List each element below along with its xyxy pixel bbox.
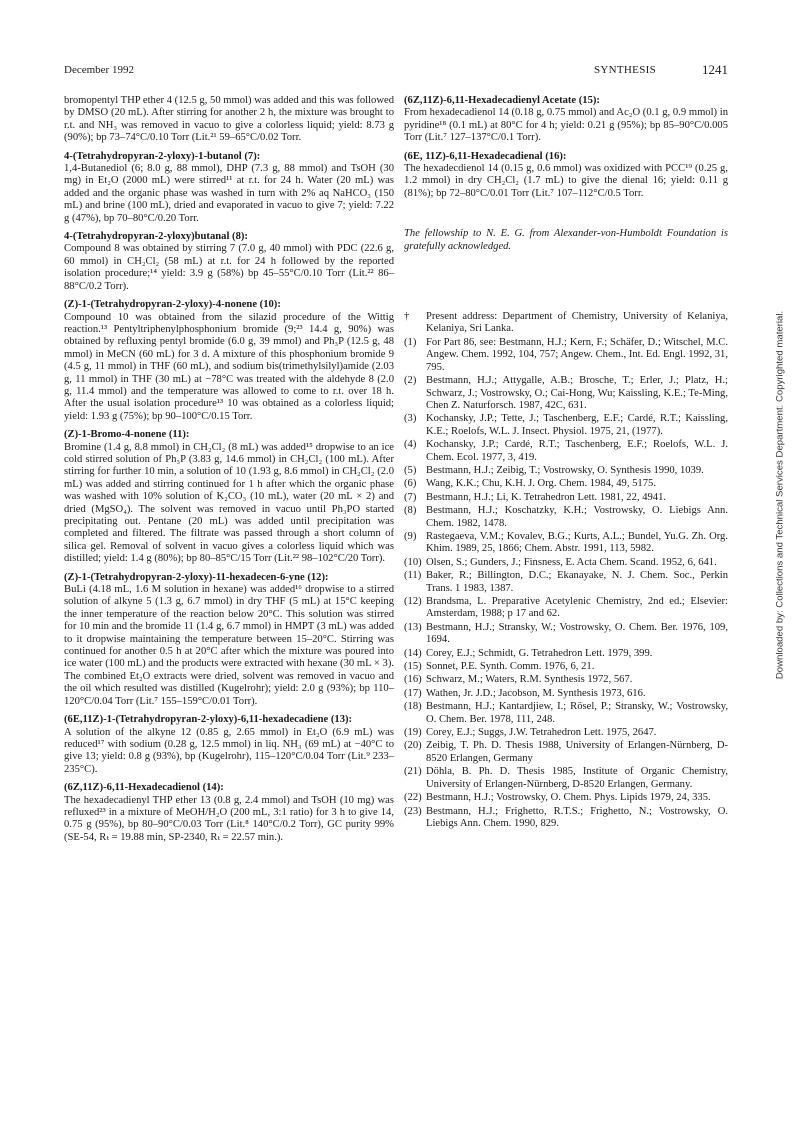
download-notice: Downloaded by: Collections and Technical Services Department. Copyrighted material. — [774, 310, 786, 680]
reference-text: Olsen, S.; Gunders, J.; Finsness, E. Acta Chem. Scand. 1952, 6, 641. — [426, 556, 717, 568]
procedure-section — [64, 782, 394, 844]
acknowledgement: The fellowship to N. E. G. from Alexander-von-Humboldt Foundation is gratefully acknowledged. — [404, 228, 728, 252]
reference-text: Bestmann, H.J.; Zeibig, T.; Vostrowsky, O. Synthesis 1990, 1039. — [426, 464, 704, 476]
procedure-title: (6Z,11Z)-6,11-Hexadecadienyl Acetate (15): — [404, 95, 600, 106]
reference-text: For Part 86, see: Bestmann, H.J.; Kern, F.; Schäfer, D.; Witschel, M.C. Angew. Chem. 1992, 104, 757; Angew. Chem., Int. Ed. Engl. 1992, 31, 795. — [426, 336, 728, 373]
reference-number: (16) — [404, 674, 422, 686]
procedure-title: (Z)-1-Bromo-4-nonene (11): — [64, 429, 190, 441]
reference-text: Brandsma, L. Preparative Acetylenic Chemistry, 2nd ed.; Elsevier: Amsterdam, 1988; p 17 and 62. — [426, 596, 728, 620]
procedure-body: The hexadecdienol 14 (0.15 g, 0.6 mmol) was oxidized with PCC¹⁹ (0.25 g, 1.2 mmol) in dry CH₂Cl₂ (1.7 mL) to give the dienal 16; yield: 0.11 g (81%); bp 72–80°C/0.01 Torr (Lit.⁷ 107–112°C/0.5 Torr. — [404, 163, 728, 199]
reference-item — [404, 337, 728, 374]
reference-number: (12) — [404, 596, 422, 607]
reference-number: (23) — [404, 805, 422, 817]
procedure-title: (6E, 11Z)-6,11-Hexadecadienal (16): — [404, 150, 567, 162]
right-column — [404, 95, 728, 832]
reference-text: Bestmann, H.J.; Vostrowsky, O. Chem. Phys. Lipids 1979, 24, 335. — [426, 792, 711, 804]
reference-item — [404, 740, 728, 765]
procedure-section — [64, 151, 394, 225]
reference-number: (4) — [404, 439, 417, 451]
procedure-section — [64, 95, 394, 145]
reference-text: Schwarz, M.; Waters, R.M. Synthesis 1972, 567. — [426, 674, 633, 686]
reference-item — [404, 688, 728, 700]
procedure-body: The hexadecadienyl THP ether 13 (0.8 g, 2.4 mmol) and TsOH (10 mg) was refluxed²³ in a mixture of MeOH/H₂O (200 mL, 3:1 ratio) for 3 h to give 14, 0.75 g (95%), bp 80–90°C/0.03 Torr (Lit.⁸ 140°C/0.2 Torr), GC purity 99% (SE-54, Rₜ = 19.88 min, SP-2340, Rₜ = 22.57 min.). — [64, 794, 394, 843]
procedure-body: 1,4-Butanediol (6; 8.0 g, 88 mmol), DHP (7.3 g, 88 mmol) and TsOH (30 mg) in Et₂O (2000 mL) were stirred¹¹ at r.t. for 24 h. Water (20 mL) was added and the organic phase was washed in turn with 2% aq NaHCO₃ (150 mL) and brine (100 mL), dried and evaporated in vacuo to give 7; yield: 7.22 g (47%), bp 70–80°C/0.20 Torr. — [64, 163, 394, 224]
reference-text: Kochansky, J.P.; Cardé, R.T.; Taschenberg, E.F.; Roelofs, W.L. J. Chem. Ecol. 1977, 3, 419. — [426, 439, 728, 463]
reference-item — [404, 531, 728, 556]
reference-item — [404, 701, 728, 726]
reference-item — [404, 505, 728, 530]
reference-number: (20) — [404, 740, 422, 752]
procedure-body: bromopentyl THP ether 4 (12.5 g, 50 mmol) was added and this was followed by DMSO (20 mL). After stirring for another 2 h, the mixture was brought to r.t. and NH₃ was removed in vacuo to give a colorless liquid; yield: 8.73 g (90%); bp 73–74°C/0.10 Torr (Lit.²¹ 59–65°C/0.02 Torr. — [64, 95, 394, 144]
reference-text: Bestmann, H.J.; Attygalle, A.B.; Brosche, T.; Erler, J.; Platz, H.; Schwarz, J.; Vostrowsky, O.; Cai-Hong, Wu; Kaissling, K.E.; Te-Ming, Chen Z. Naturforsch. 1987, 42C, 631. — [426, 375, 728, 411]
procedure-body: Compound 10 was obtained from the silazid procedure of the Wittig reaction.¹³ Pentyltriphenylphosphonium bromide (9;²³ 14.4 g, 90%) was obtained by refluxing pentyl bromide (6.0 g, 39 mmol) and Ph₃P (12.5 g, 48 mmol) in MeCN (60 mL) for 3 d. A mixture of this phosphonium bromide 9 (4.5 g, 11 mmol) in THF (60 mL), and sodium bis(trimethylsilyl)amide (2.03 g, 11 mmol) in THF (30 mL) at −78°C was treated with the aldehyde 8 (2.0 g, 11.4 mmol) and the temperature was allowed to come to r.t. over 18 h. After the usual isolation procedure¹³ 10 was obtained as a colorless liquid; yield: 1.93 g (75%); bp 90–100°C/0.15 Torr. — [64, 311, 394, 422]
reference-text: Present address: Department of Chemistry, University of Kelaniya, Kelaniya, Sri Lanka. — [426, 311, 728, 335]
procedure-title: 4-(Tetrahydropyran-2-yloxy)-1-butanol (7): — [64, 150, 261, 162]
reference-item — [404, 792, 728, 804]
reference-item — [404, 622, 728, 647]
left-column — [64, 95, 394, 850]
procedure-title: (6E,11Z)-1-(Tetrahydropyran-2-yloxy)-6,11-hexadecadiene (13): — [64, 714, 353, 726]
procedure-section — [404, 151, 728, 201]
reference-text: Wang, K.K.; Chu, K.H. J. Org. Chem. 1984, 49, 5175. — [426, 478, 656, 490]
reference-text: Döhla, B. Ph. D. Thesis 1985, Institute of Organic Chemistry, University of Erlangen-Nürnberg, D-8520 Erlangen, Germany. — [426, 766, 728, 790]
reference-item — [404, 648, 728, 660]
procedure-section — [64, 299, 394, 423]
reference-text: Wathen, Jr. J.D.; Jacobson, M. Synthesis 1973, 616. — [426, 687, 646, 699]
reference-number: † — [404, 311, 410, 323]
procedure-section — [64, 231, 394, 293]
procedure-title: (6Z,11Z)-6,11-Hexadecadienol (14): — [64, 782, 224, 794]
page-header — [64, 62, 728, 80]
reference-item — [404, 766, 728, 791]
procedure-body: Compound 8 was obtained by stirring 7 (7.0 g, 40 mmol) with PDC (22.6 g, 60 mmol) in CH₂Cl₂ (58 mL) at r.t. for 24 h followed by the reported isolation procedure;¹⁴ yield: 3.9 g (58%) bp 45–55°C/0.10 Torr (Lit.²² 86–88°C/0.2 Torr). — [64, 243, 394, 292]
reference-item — [404, 492, 728, 504]
procedure-body: From hexadecadienol 14 (0.18 g, 0.75 mmol) and Ac₂O (0.1 g, 0.9 mmol) in pyridine¹⁸ (0.1 mL) at 80°C for 4 h; yield: 0.21 g (95%); bp 85–90°C/0.005 Torr (Lit.⁷ 127–137°C/0.1 Torr). — [404, 107, 728, 144]
reference-text: Baker, R.; Billington, D.C.; Ekanayake, N. J. Chem. Soc., Perkin Trans. 1 1983, 1387. — [426, 570, 728, 594]
reference-item — [404, 375, 728, 412]
procedure-section — [404, 95, 728, 145]
reference-text: Kochansky, J.P.; Tette, J.; Taschenberg, E.F.; Cardé, R.T.; Kaissling, K.E.; Roelofs, W.L. J. Insect. Physiol. 1975, 21, (1977). — [426, 413, 728, 437]
reference-item — [404, 557, 728, 569]
reference-text: Bestmann, H.J.; Frighetto, R.T.S.; Frighetto, N.; Vostrowsky, O. Liebigs Ann. Chem. 1990, 829. — [426, 805, 728, 829]
reference-item — [404, 570, 728, 595]
procedure-body: Bromine (1.4 g, 8.8 mmol) in CH₂Cl₂ (8 mL) was added¹⁵ dropwise to an ice cold stirred solution of Ph₃P (3.83 g, 14.6 mmol) in CH₂Cl₂ (100 mL). After stirring for further 10 min, a solution of 10 (1.93 g, 8.6 mmol) in CH₂Cl₂ (2.0 mL) was added and stirring continued for 1 h after which the organic phase was washed with 10% solution of K₂CO₃ (10 mL), water (20 mL × 2) and dried (MgSO₄). The solvent was removed in vacuo until Ph₃PO started precipitating out. Pentane (20 mL) was added until precipitation was completed and filtered. The filtrate was passed through a short column of silica gel. Removal of solvent in vacuo gives a colorless liquid which was distilled; yield: 1.4 g (80%); bp 80–85°C/15 Torr (Lit.²² 98–102°C/20 Torr). — [64, 441, 394, 565]
reference-item — [404, 439, 728, 464]
journal-name: SYNTHESIS — [594, 64, 656, 76]
reference-text: Zeibig, T. Ph. D. Thesis 1988, University of Erlangen-Nürnberg, D-8520 Erlangen, Germany — [426, 740, 728, 764]
procedure-section — [64, 572, 394, 708]
reference-text: Sonnet, P.E. Synth. Comm. 1976, 6, 21. — [426, 661, 595, 673]
reference-item — [404, 413, 728, 438]
reference-number: (10) — [404, 556, 422, 568]
reference-number: (2) — [404, 375, 417, 387]
reference-text: Corey, E.J.; Schmidt, G. Tetrahedron Lett. 1979, 399. — [426, 647, 653, 659]
reference-number: (14) — [404, 647, 422, 659]
issue-date: December 1992 — [64, 64, 134, 76]
download-notice-sidebar — [773, 100, 787, 890]
reference-text: Bestmann, H.J.; Stransky, W.; Vostrowsky, O. Chem. Ber. 1976, 109, 1694. — [426, 621, 728, 646]
procedure-title: (Z)-1-(Tetrahydropyran-2-yloxy)-4-nonene (10): — [64, 299, 281, 311]
reference-item — [404, 465, 728, 477]
reference-number: (17) — [404, 687, 422, 699]
reference-item — [404, 674, 728, 686]
reference-number: (15) — [404, 661, 422, 673]
reference-item — [404, 806, 728, 831]
page-number: 1241 — [702, 62, 728, 77]
reference-text: Rastegaeva, V.M.; Kovalev, B.G.; Kurts, A.L.; Bundel, Yu.G. Zh. Org. Khim. 1989, 25, 1866; Chem. Abstr. 1991, 113, 5982. — [426, 530, 728, 555]
procedure-section — [64, 429, 394, 565]
reference-number: (19) — [404, 727, 422, 739]
reference-item — [404, 478, 728, 490]
reference-item — [404, 727, 728, 739]
procedure-title: (Z)-1-(Tetrahydropyran-2-yloxy)-11-hexadecen-6-yne (12): — [64, 571, 329, 583]
reference-number: (13) — [404, 621, 422, 633]
reference-number: (8) — [404, 505, 417, 517]
reference-item — [404, 596, 728, 621]
procedure-body: A solution of the alkyne 12 (0.85 g, 2.65 mmol) in Et₂O (6.9 mL) was reduced¹⁷ with sodium (0.28 g, 12.5 mmol) in liq. NH₃ (69 mL) at −40°C to give 13; yield: 0.8 g (93%), bp (Kugelrohr), 115–120°C/0.04 Torr (Lit.⁹ 233–235°C). — [64, 726, 394, 775]
reference-text: Bestmann, H.J.; Koschatzky, K.H.; Vostrowsky, O. Liebigs Ann. Chem. 1982, 1478. — [426, 505, 728, 529]
procedure-section — [64, 714, 394, 776]
reference-item — [404, 311, 728, 336]
reference-item — [404, 661, 728, 673]
reference-number: (21) — [404, 766, 422, 778]
reference-text: Bestmann, H.J.; Kantardjiew, I.; Rösel, P.; Stransky, W.; Vostrowsky, O. Chem. Ber. 1978, 111, 248. — [426, 701, 728, 725]
procedure-body: BuLi (4.18 mL, 1.6 M solution in hexane) was added¹⁶ dropwise to a stirred solution of alkyne 5 (1.3 g, 6.7 mmol) in dry THF (5 mL) at 15°C keeping the inner temperature of the reaction below 20°C. This solution was stirred for 10 min and the bromide 11 (1.4 g, 6.7 mmol) in HMPT (3 mL) was added to it dropwise maintaining the temperature between 15–20°C. Stirring was continued for another 0.5 h at 20°C after which the mixture was poured into ice water (100 mL) and the products were extracted with hexane (30 mL × 3). The combined Et₂O extracts were dried, solvent was removed in vacuo and the oil which resulted was distilled (Kugelrohr); yield: 2.0 g (93%); bp 110–120°C/0.04 Torr (Lit.⁷ 155–159°C/0.01 Torr). — [64, 584, 394, 707]
reference-number: (11) — [404, 570, 422, 582]
reference-number: (6) — [404, 478, 417, 490]
reference-number: (18) — [404, 701, 422, 713]
reference-text: Corey, E.J.; Suggs, J.W. Tetrahedron Lett. 1975, 2647. — [426, 727, 657, 739]
reference-number: (5) — [404, 464, 417, 476]
reference-number: (22) — [404, 792, 422, 804]
procedure-title: 4-(Tetrahydropyran-2-yloxy)butanal (8): — [64, 231, 248, 243]
reference-number: (3) — [404, 413, 417, 425]
reference-text: Bestmann, H.J.; Li, K. Tetrahedron Lett. 1981, 22, 4941. — [426, 491, 667, 503]
reference-number: (1) — [404, 336, 417, 348]
reference-number: (7) — [404, 491, 417, 503]
reference-number: (9) — [404, 530, 417, 542]
reference-list — [404, 311, 728, 831]
